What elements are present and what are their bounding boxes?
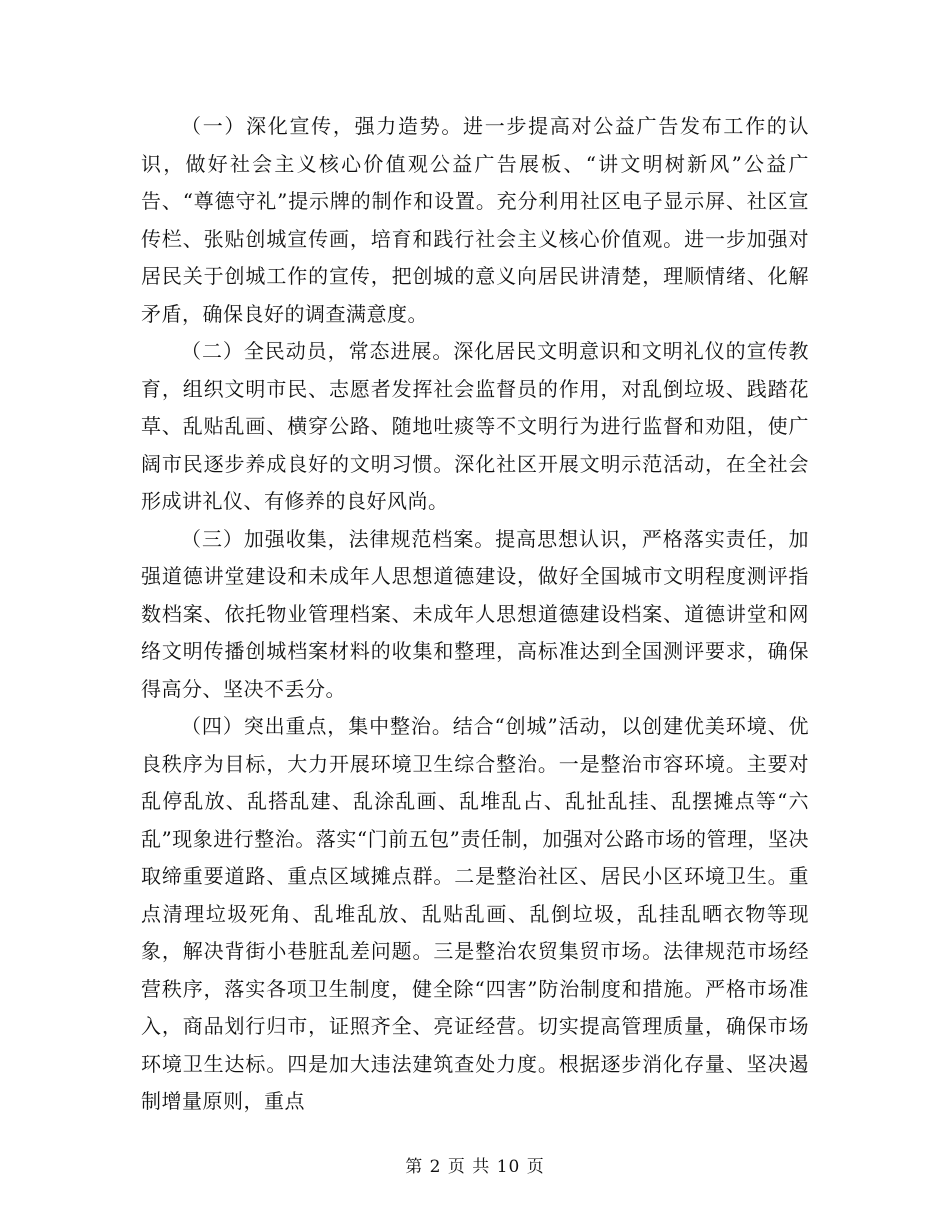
- document-body: [141, 108, 809, 1121]
- paragraph-2: （二）全民动员，常态进展。深化居民文明意识和文明礼仪的宣传教育，组织文明市民、志愿者发挥社会监督员的作用，对乱倒垃圾、践踏花草、乱贴乱画、横穿公路、随地吐痰等不文明行为进行监督和劝阻，使广阔市民逐步养成良好的文明习惯。深化社区开展文明示范活动，在全社会形成讲礼仪、有修养的良好风尚。: [141, 339, 809, 513]
- page-number-footer: 第 2 页 共 10 页: [405, 1157, 545, 1177]
- paragraph-4: （四）突出重点，集中整治。结合“创城”活动，以创建优美环境、优良秩序为目标，大力开展环境卫生综合整治。一是整治市容环境。主要对乱停乱放、乱搭乱建、乱涂乱画、乱堆乱占、乱扯乱挂、乱摆摊点等“六乱”现象进行整治。落实“门前五包”责任制，加强对公路市场的管理，坚决取缔重要道路、重点区域摊点群。二是整治社区、居民小区环境卫生。重点清理垃圾死角、乱堆乱放、乱贴乱画、乱倒垃圾，乱挂乱晒衣物等现象，解决背街小巷脏乱差问题。三是整治农贸集贸市场。法律规范市场经营秩序，落实各项卫生制度，健全除“四害”防治制度和措施。严格市场准入，商品划行归市，证照齐全、亮证经营。切实提高管理质量，确保市场环境卫生达标。四是加大违法建筑查处力度。根据逐步消化存量、坚决遏制增量原则，重点: [141, 714, 809, 1113]
- paragraph-3: （三）加强收集，法律规范档案。提高思想认识，严格落实责任，加强道德讲堂建设和未成年人思想道德建设，做好全国城市文明程度测评指数档案、依托物业管理档案、未成年人思想道德建设档案、道德讲堂和网络文明传播创城档案材料的收集和整理，高标准达到全国测评要求，确保得高分、坚决不丢分。: [141, 526, 809, 701]
- paragraph-1: （一）深化宣传，强力造势。进一步提高对公益广告发布工作的认识，做好社会主义核心价值观公益广告展板、“讲文明树新风”公益广告、“尊德守礼”提示牌的制作和设置。充分利用社区电子显示屏、社区宣传栏、张贴创城宣传画，培育和践行社会主义核心价值观。进一步加强对居民关于创城工作的宣传，把创城的意义向居民讲清楚，理顺情绪、化解矛盾，确保良好的调查满意度。: [141, 114, 809, 326]
